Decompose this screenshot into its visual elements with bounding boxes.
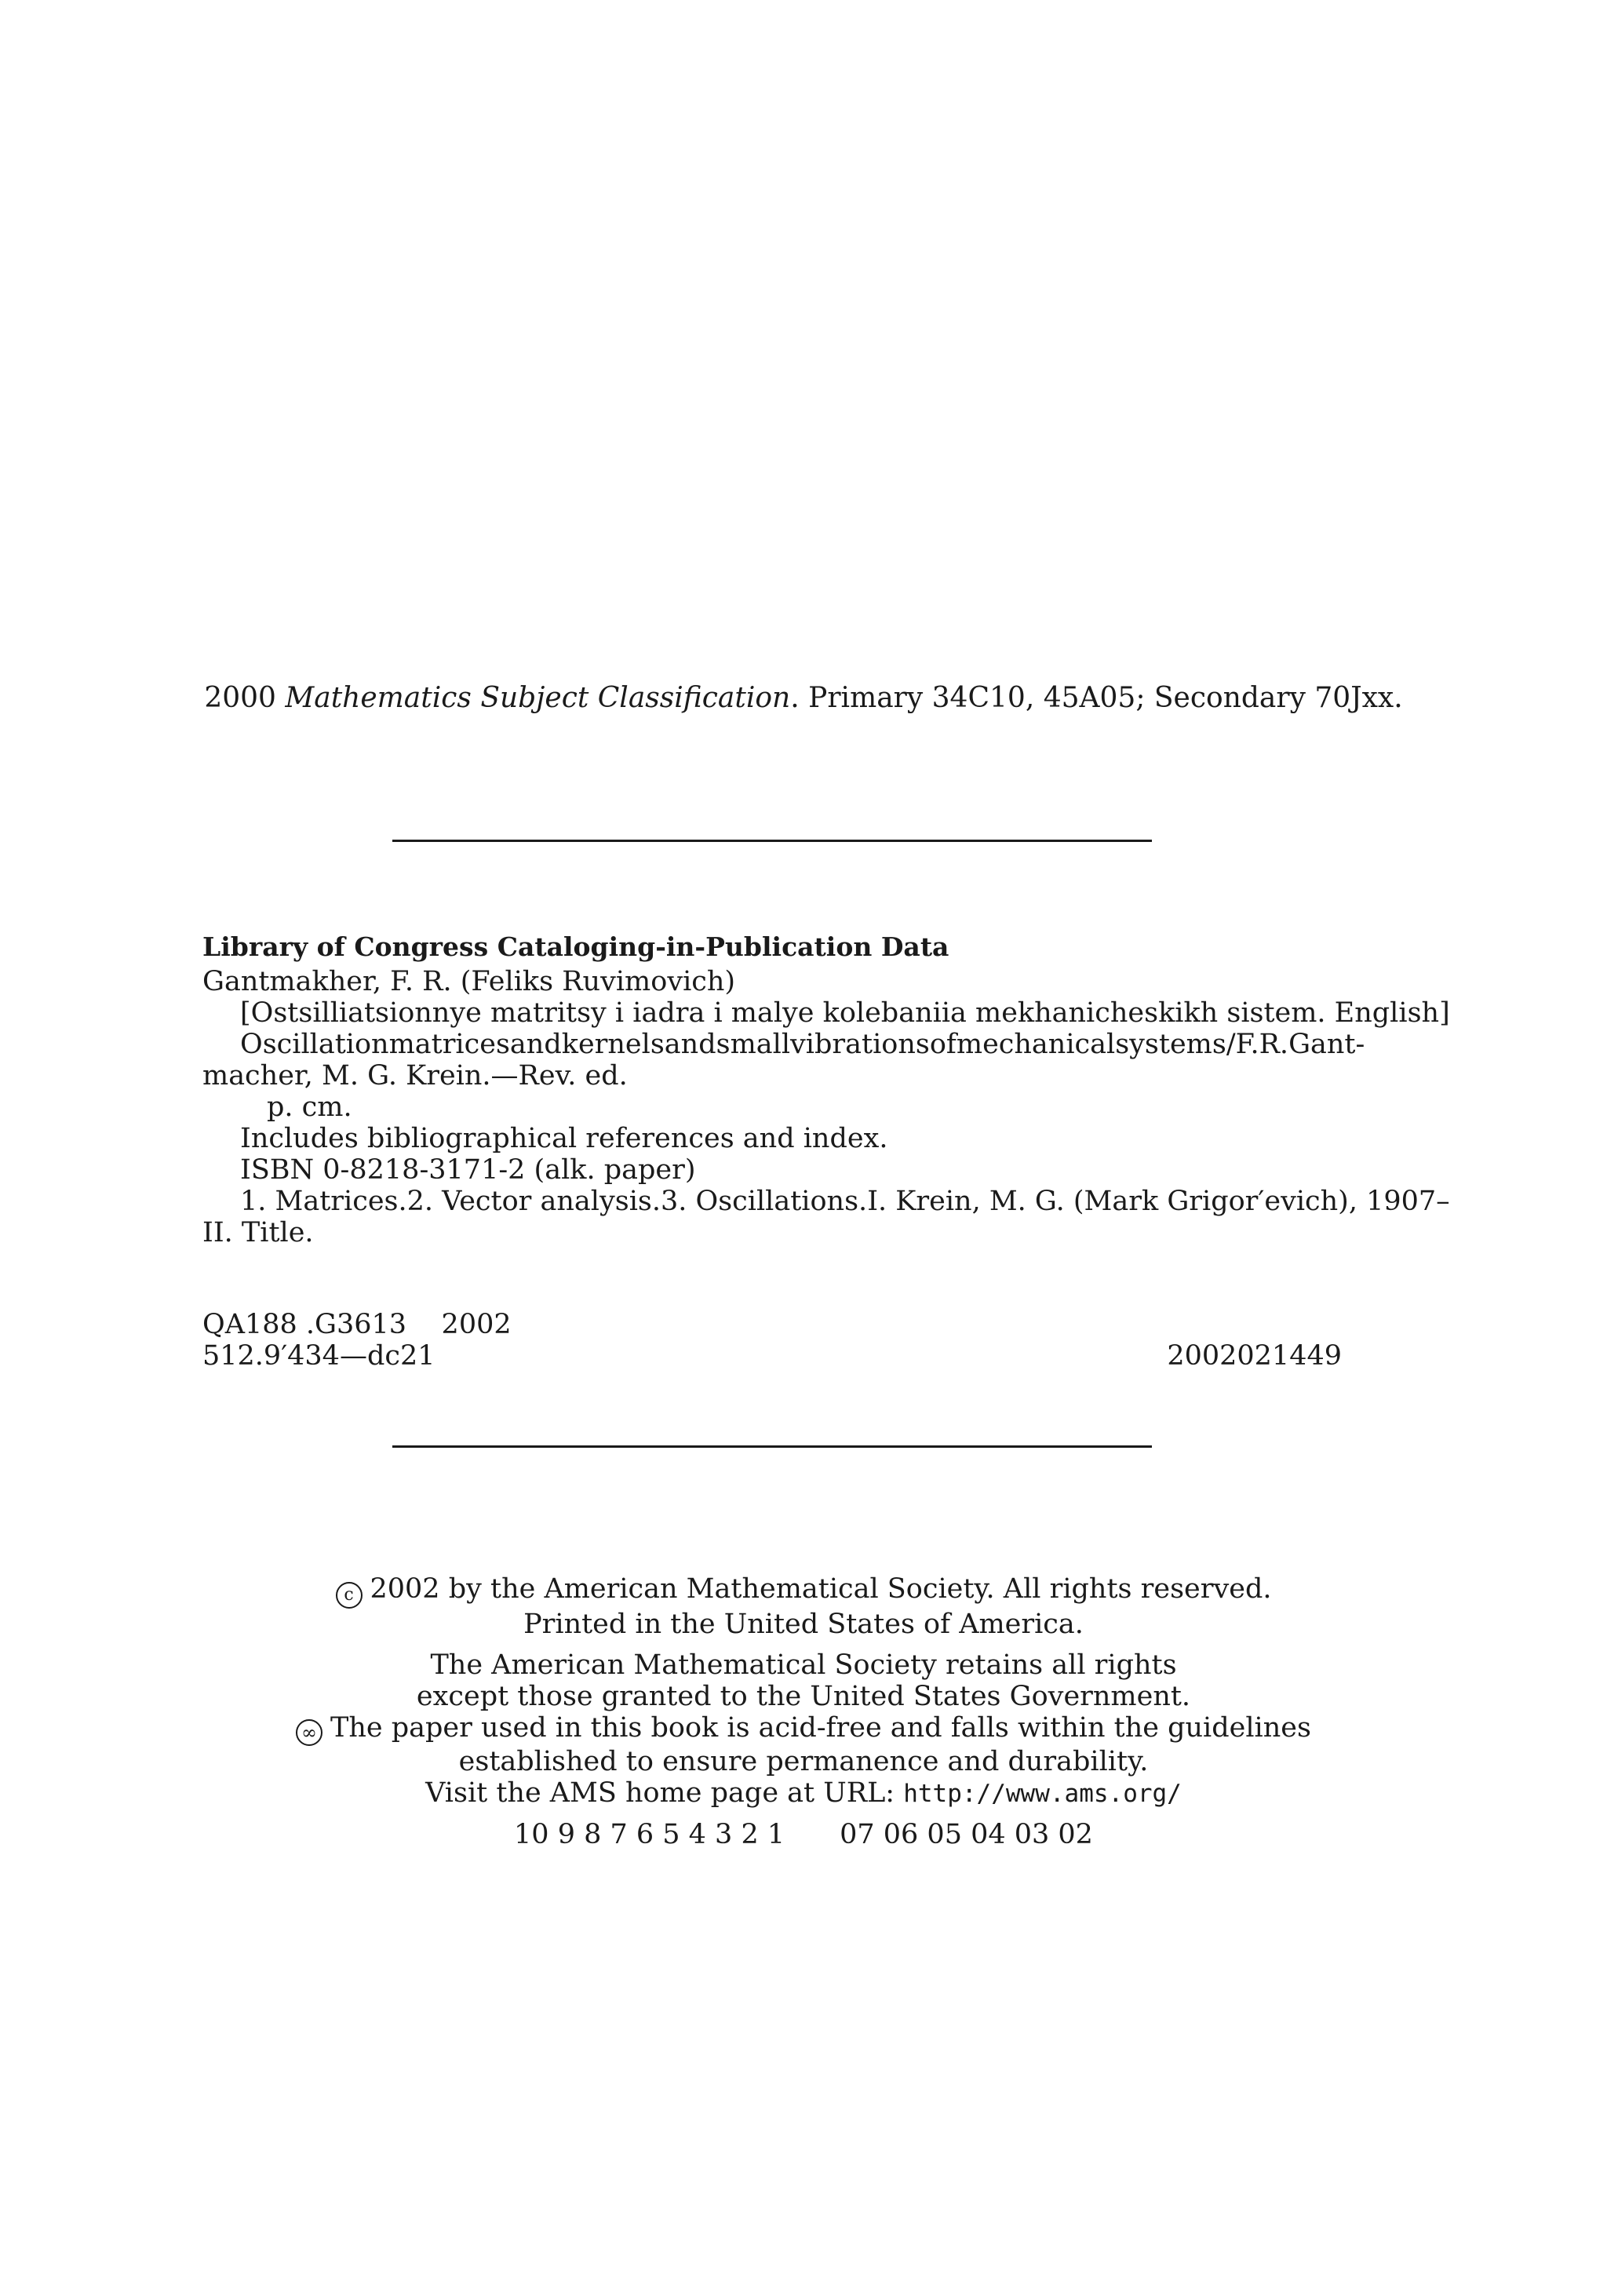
print-years: 07 06 05 04 03 02 [840,1819,1093,1850]
cip-author: Gantmakher, F. R. (Feliks Ruvimovich) [202,966,736,997]
url-line [0,1777,1607,1809]
cip-heading: Library of Congress Cataloging-in-Publication Data [202,931,949,962]
cip-title-word: small [716,1029,791,1060]
printing-line [0,1819,1607,1850]
cip-title-word: Gant- [1288,1029,1365,1060]
cip-title-word: kernels [561,1029,665,1060]
msc-year: 2000 [204,682,276,714]
top-divider [392,840,1152,842]
call-number-block [202,1309,1342,1372]
cip-title-word: of [929,1029,957,1060]
cip-uniform-title: [Ostsilliatsionnye matritsy i iadra i malye kolebaniia mekhanicheskikh sistem. English] [240,997,1450,1029]
cip-title-continued: macher, M. G. Krein.—Rev. ed. [202,1060,628,1092]
cip-subject: 2. Vector analysis. [406,1186,661,1217]
url-prefix: Visit the AMS home page at URL: [425,1777,904,1809]
cip-title-word: F. [1235,1029,1259,1060]
copyright-symbol-icon: c [336,1582,363,1609]
cip-subject: I. Krein, M. G. (Mark Grigor′evich), 1907– [867,1186,1450,1217]
cip-title-word: R. [1259,1029,1289,1060]
cip-isbn: ISBN 0-8218-3171-2 (alk. paper) [240,1154,696,1186]
cip-subjects-line [202,1186,1450,1217]
cip-title-word: and [664,1029,716,1060]
rights-line-2: except those granted to the United States Government. [416,1681,1191,1712]
printed-in: Printed in the United States of America. [523,1609,1084,1640]
bottom-divider [392,1445,1152,1448]
msc-codes: . Primary 34C10, 45A05; Secondary 70Jxx. [790,682,1403,714]
lc-call-number: QA188 .G3613 2002 [202,1309,512,1340]
lccn: 2002021449 [1167,1340,1342,1372]
paper-text: The paper used in this book is acid-free and falls within the guidelines [330,1712,1311,1744]
cip-title-word: matrices [388,1029,510,1060]
ams-url-link[interactable]: http://www.ams.org/ [903,1780,1182,1808]
durability-line: established to ensure permanence and durability. [458,1746,1149,1777]
msc-label: Mathematics Subject Classification [285,682,791,714]
copyright-line [0,1573,1607,1609]
cip-subjects-continued: II. Title. [202,1217,314,1248]
cip-title-line [202,1029,1365,1060]
cip-subject: 1. Matrices. [240,1186,407,1217]
permanent-paper-icon: ∞ [296,1719,322,1746]
cip-title-word: Oscillation [240,1029,389,1060]
cip-data-block [202,931,1450,1248]
print-run-numbers: 10 9 8 7 6 5 4 3 2 1 [514,1819,785,1850]
cip-title-word: vibrations [790,1029,930,1060]
cip-subject: 3. Oscillations. [661,1186,868,1217]
copyright-text: 2002 by the American Mathematical Society. All rights reserved. [370,1573,1272,1605]
cip-title-word: systems [1115,1029,1226,1060]
cip-title-word: mechanical [956,1029,1116,1060]
subject-classification [0,683,1607,714]
paper-line [0,1712,1607,1746]
dewey-number: 512.9′434—dc21 [202,1340,435,1372]
cip-bibliography: Includes bibliographical references and index. [240,1123,888,1154]
rights-line-1: The American Mathematical Society retains all rights [430,1649,1177,1681]
cip-pcm: p. cm. [267,1092,352,1123]
copyright-block [0,1573,1607,1860]
cip-title-word: and [509,1029,562,1060]
cip-title-word: / [1226,1029,1236,1060]
